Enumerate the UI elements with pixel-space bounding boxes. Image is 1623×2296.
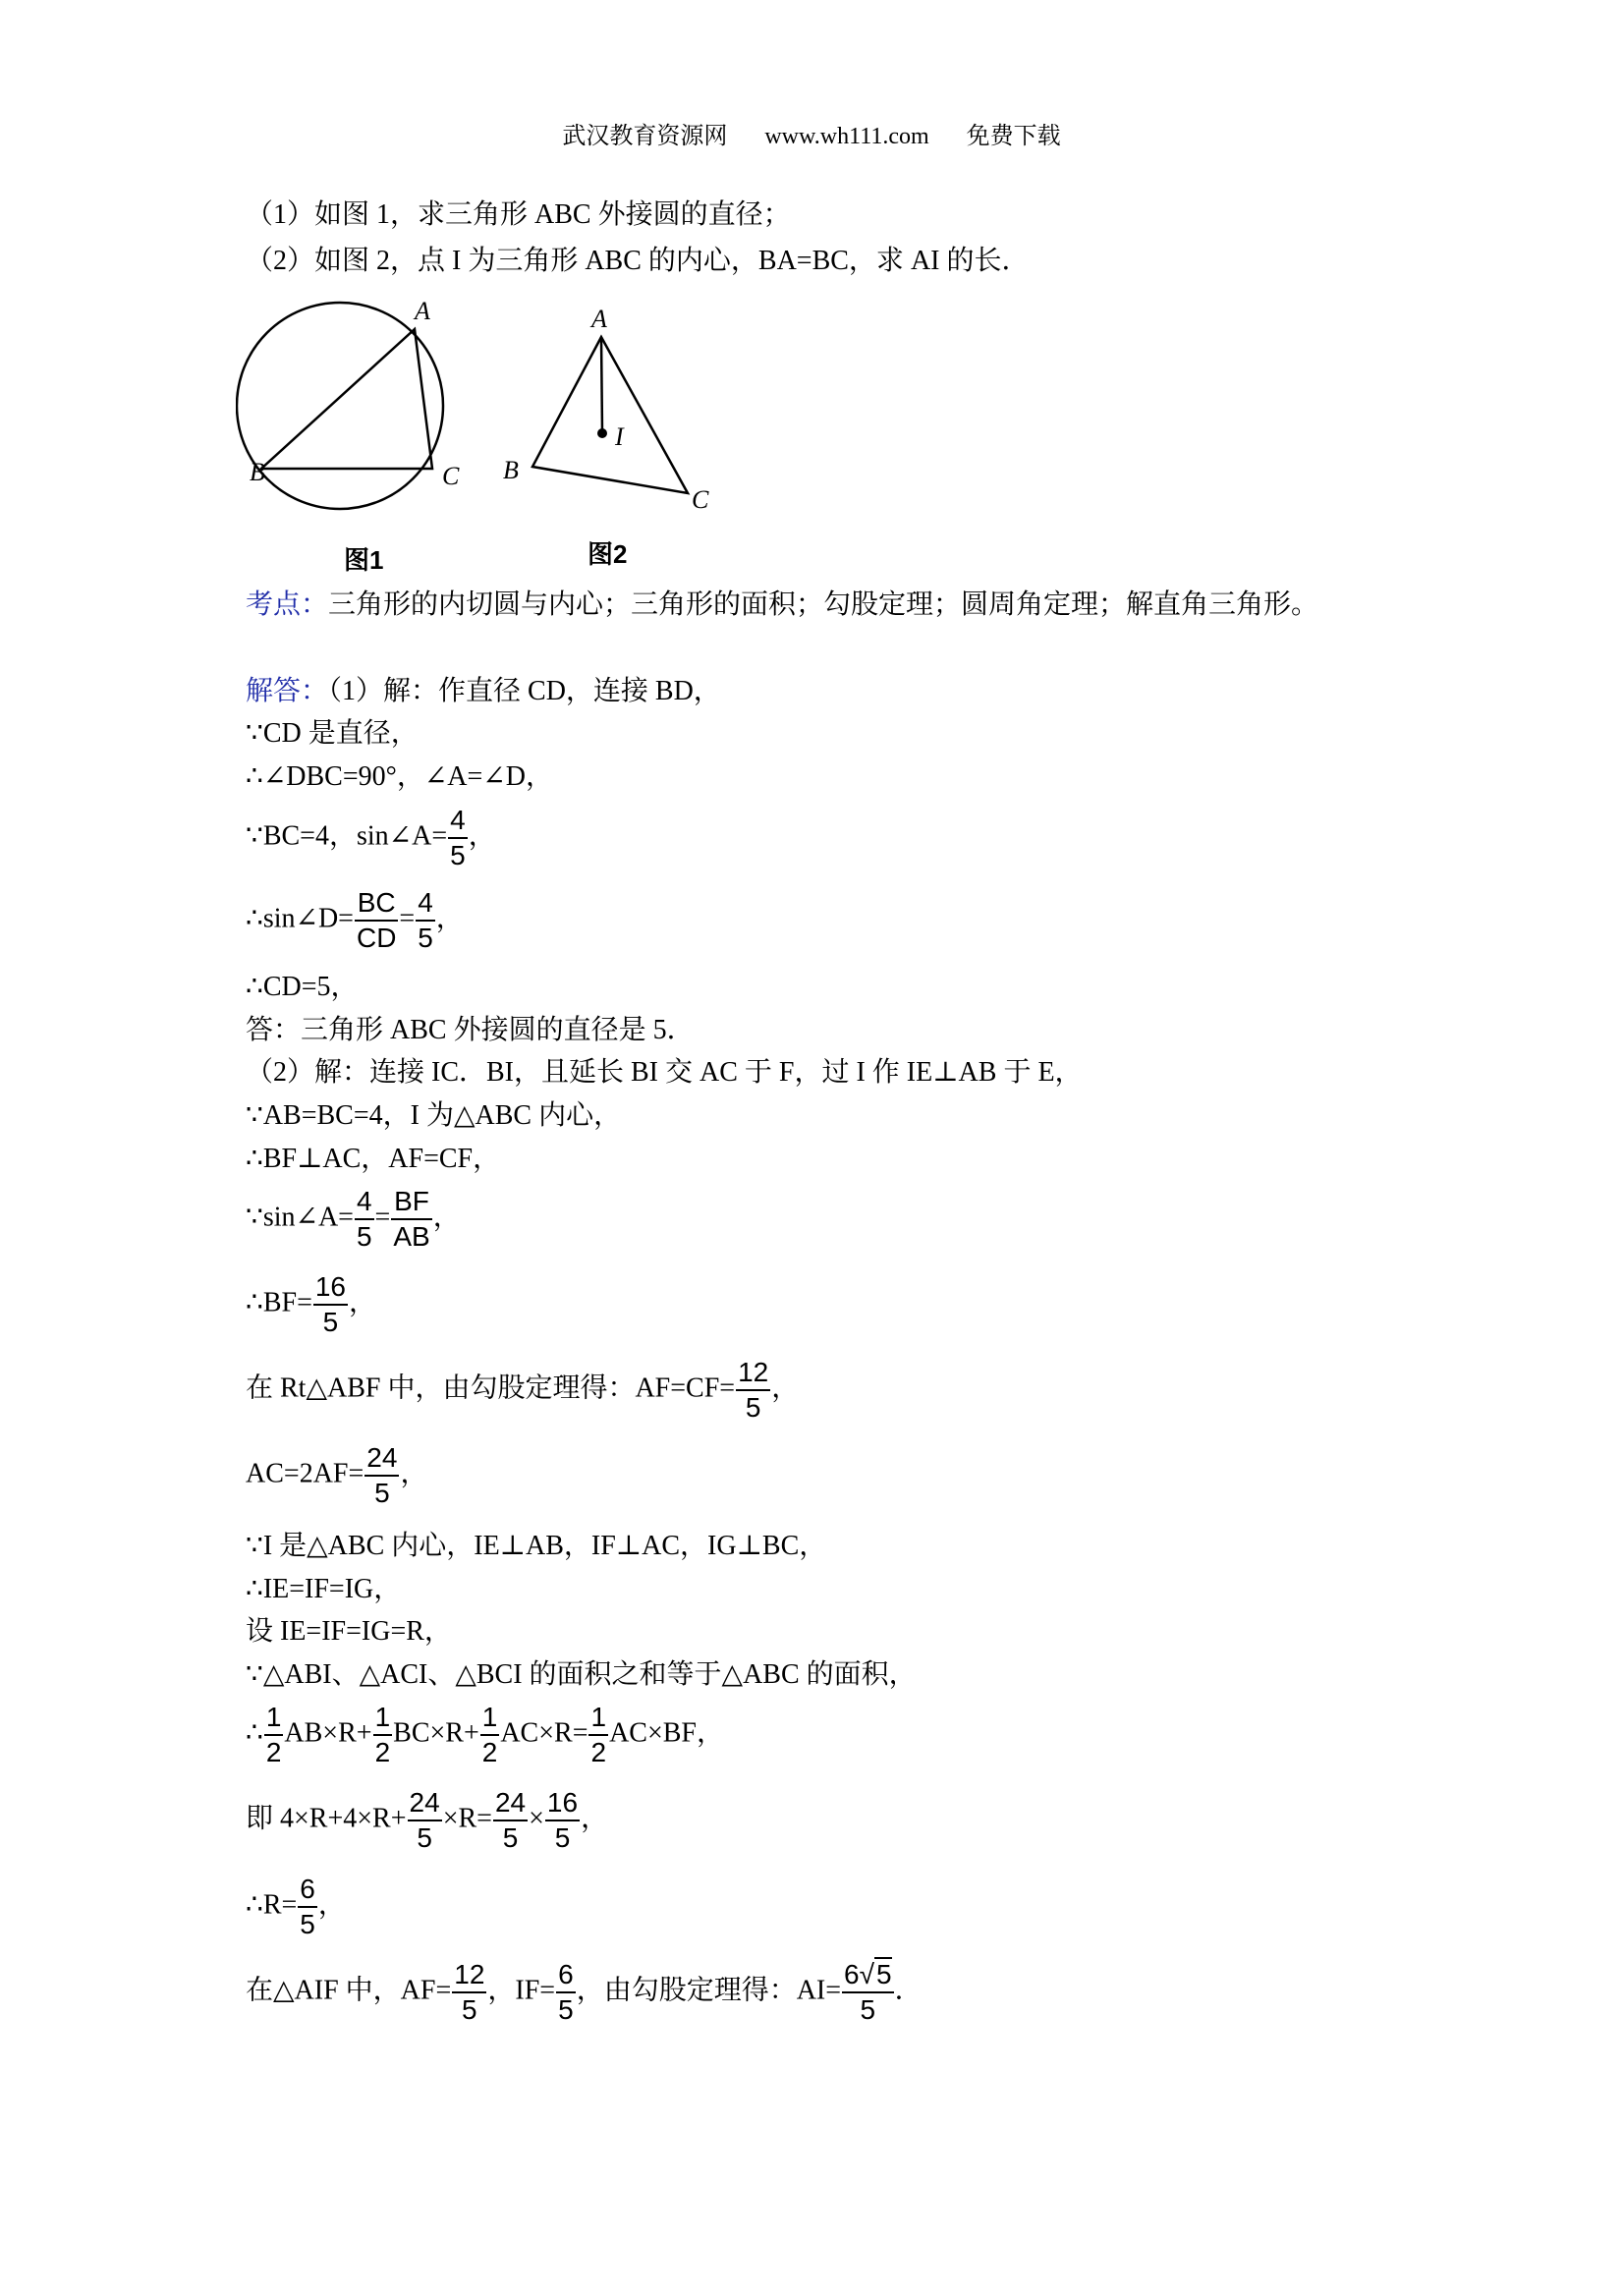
- fig1-label-c: C: [442, 462, 460, 490]
- incenter-point: [597, 428, 607, 438]
- header-download: 免费下载: [966, 124, 1061, 149]
- text: ∴sin∠D=: [246, 903, 354, 934]
- fraction: [588, 1701, 608, 1769]
- page-header: [0, 116, 1623, 150]
- text: =: [399, 903, 416, 934]
- fig2-label-b: B: [503, 456, 519, 484]
- denominator: 2: [374, 1737, 391, 1767]
- text: ∵sin∠A=: [246, 1202, 354, 1233]
- fraction: [556, 1958, 576, 2027]
- numerator: 4: [416, 886, 435, 922]
- numerator: 1: [588, 1701, 608, 1736]
- denominator: CD: [356, 923, 397, 953]
- solution-line-19: [246, 1701, 724, 1769]
- denominator: 5: [417, 1822, 432, 1853]
- fig2-label-a: A: [591, 305, 607, 333]
- fig2-caption: 图2: [588, 539, 628, 569]
- fig1-label-b: B: [250, 458, 265, 486]
- fraction: [408, 1786, 442, 1855]
- text: ，由勾股定理得：AI=: [576, 1975, 842, 2006]
- denominator: 2: [590, 1737, 607, 1767]
- header-site: 武汉教育资源网: [562, 124, 728, 149]
- numerator: 6: [298, 1873, 317, 1908]
- fraction: [364, 1441, 399, 1510]
- circumcircle: [237, 303, 443, 509]
- text: ，: [581, 1803, 609, 1834]
- solution-line-8: （2）解：连接 IC．BI，且延长 BI 交 AC 于 F，过 I 作 IE⊥AB 于 E，: [246, 1057, 1083, 1088]
- text: ，: [400, 1458, 428, 1489]
- solution-line-11: [246, 1185, 461, 1254]
- kaodian-line: [246, 588, 1318, 623]
- solution-line-2: ∵CD 是直径，: [246, 718, 419, 749]
- fraction: [842, 1958, 894, 2027]
- text: AC×BF，: [609, 1717, 724, 1749]
- fraction: [493, 1786, 528, 1855]
- numerator: 4: [448, 804, 468, 839]
- numerator: 6√5: [842, 1958, 894, 1993]
- numerator: BF: [391, 1185, 431, 1220]
- denominator: 5: [300, 1909, 315, 1939]
- solution-line-9: ∵AB=BC=4，I 为△ABC 内心，: [246, 1100, 622, 1131]
- text: ×: [529, 1803, 544, 1834]
- denominator: 5: [462, 1994, 477, 2025]
- text: ∴BF=: [246, 1287, 312, 1318]
- denominator: 2: [481, 1737, 498, 1767]
- fraction: [416, 886, 435, 955]
- text: AC=2AF=: [246, 1458, 364, 1489]
- solution-line-16: ∴IE=IF=IG，: [246, 1574, 402, 1604]
- denominator: 5: [502, 1822, 519, 1853]
- text: ，IF=: [487, 1975, 556, 2006]
- denominator: 5: [554, 1822, 571, 1853]
- segment-ai: [601, 337, 602, 432]
- text: 即 4×R+4×R+: [246, 1803, 407, 1834]
- fraction: [448, 804, 468, 872]
- fraction: [373, 1701, 393, 1769]
- fig2-label-i: I: [615, 422, 624, 451]
- solution-label: 解答：: [246, 676, 329, 706]
- text: AC×R=: [500, 1717, 588, 1749]
- solution-line-3: ∴∠DBC=90°，∠A=∠D，: [246, 761, 553, 792]
- text: ∴R=: [246, 1889, 298, 1921]
- fraction: [391, 1185, 431, 1254]
- fig1-caption: 图1: [344, 545, 384, 575]
- text: ，: [349, 1287, 377, 1318]
- fig1-label-a: A: [415, 297, 430, 325]
- solution-line-20: [246, 1786, 608, 1855]
- numerator: 12: [452, 1958, 486, 1993]
- fraction: [298, 1873, 317, 1941]
- solution-line-17: 设 IE=IF=IG=R，: [246, 1616, 452, 1647]
- denominator: 5: [322, 1307, 339, 1337]
- figure-2: [503, 305, 709, 569]
- text: ∵BC=4，sin∠A=: [246, 820, 448, 852]
- solution-text: （1）解：作直径 CD，连接 BD，: [328, 676, 721, 706]
- kaodian-label: 考点：: [246, 589, 329, 620]
- numerator: 24: [408, 1786, 442, 1821]
- text: ∴: [246, 1717, 263, 1749]
- fraction: [480, 1701, 500, 1769]
- text: AB×R+: [284, 1717, 372, 1749]
- denominator: 2: [265, 1737, 282, 1767]
- fraction: [313, 1270, 348, 1339]
- fraction: [545, 1786, 580, 1855]
- coefficient: 6: [844, 1959, 860, 1989]
- solution-line-13: [246, 1356, 799, 1425]
- solution-line-22: [246, 1958, 923, 2027]
- solution-line-1: [246, 674, 721, 709]
- figure-1: [237, 297, 460, 575]
- solution-line-7: 答：三角形 ABC 外接圆的直径是 5．: [246, 1015, 695, 1045]
- numerator: 6: [556, 1958, 576, 1993]
- kaodian-text: 三角形的内切圆与内心；三角形的面积；勾股定理；圆周角定理；解直角三角形。: [328, 589, 1319, 620]
- solution-line-21: [246, 1873, 346, 1941]
- solution-line-14: [246, 1441, 427, 1510]
- numerator: 4: [355, 1185, 374, 1220]
- text: ，: [771, 1372, 800, 1404]
- fraction: [264, 1701, 284, 1769]
- text: ，: [435, 903, 464, 934]
- denominator: 5: [745, 1392, 761, 1423]
- solution-line-15: ∵I 是△ABC 内心，IE⊥AB，IF⊥AC，IG⊥BC，: [246, 1531, 827, 1561]
- triangle-abc-fig1: [261, 329, 432, 469]
- fig2-label-c: C: [692, 485, 709, 514]
- text: ，: [432, 1202, 461, 1233]
- numerator: 24: [364, 1441, 399, 1477]
- solution-line-10: ∴BF⊥AC，AF=CF，: [246, 1144, 501, 1174]
- triangle-abc-fig2: [532, 337, 688, 493]
- numerator: 16: [313, 1270, 348, 1306]
- fraction: [355, 1185, 374, 1254]
- solution-line-5: [246, 886, 464, 955]
- denominator: 5: [374, 1478, 390, 1508]
- solution-line-12: [246, 1270, 376, 1339]
- problem-q1: （1）如图 1，求三角形 ABC 外接圆的直径；: [246, 199, 791, 230]
- fraction: [355, 886, 398, 955]
- text: ×R=: [442, 1803, 492, 1834]
- numerator: 1: [264, 1701, 284, 1736]
- radicand: 5: [875, 1959, 892, 1989]
- denominator: AB: [393, 1221, 430, 1252]
- numerator: 24: [493, 1786, 528, 1821]
- text: ．: [894, 1975, 923, 2006]
- text: 在 Rt△ABF 中，由勾股定理得：AF=CF=: [246, 1372, 736, 1404]
- numerator: 16: [545, 1786, 580, 1821]
- text: 在△AIF 中，AF=: [246, 1975, 452, 2006]
- text: ，: [317, 1889, 346, 1921]
- fraction: [736, 1356, 770, 1425]
- text: ，: [468, 820, 496, 852]
- solution-line-6: ∴CD=5，: [246, 972, 359, 1002]
- problem-q2: （2）如图 2，点 I 为三角形 ABC 的内心，BA=BC，求 AI 的长．: [246, 246, 1030, 276]
- solution-line-4: [246, 804, 496, 872]
- text: BC×R+: [393, 1717, 479, 1749]
- denominator: 5: [558, 1994, 574, 2025]
- solution-line-18: ∵△ABI、△ACI、△BCI 的面积之和等于△ABC 的面积，: [246, 1659, 917, 1690]
- denominator: 5: [860, 1994, 876, 2025]
- numerator: BC: [355, 886, 398, 922]
- numerator: 12: [736, 1356, 770, 1391]
- figures: [236, 290, 747, 585]
- denominator: 5: [418, 923, 433, 953]
- denominator: 5: [356, 1221, 372, 1252]
- denominator: 5: [450, 840, 466, 870]
- numerator: 1: [480, 1701, 500, 1736]
- text: =: [374, 1202, 391, 1233]
- header-url[interactable]: www.wh111.com: [764, 124, 929, 149]
- fraction: [452, 1958, 486, 2027]
- numerator: 1: [373, 1701, 393, 1736]
